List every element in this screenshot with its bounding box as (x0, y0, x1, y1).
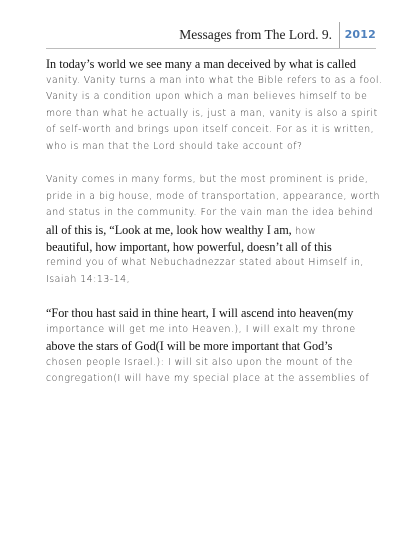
p2-line-1: Vanity comes in many forms, but the most prominent is pride, (46, 174, 369, 186)
p3-line-1: “For thou hast said in thine heart, I will ascend into heaven(my (46, 305, 354, 320)
paragraph-gap (46, 288, 386, 305)
p2-line-4 (46, 222, 386, 239)
header-title: Messages from The Lord. 9. (179, 27, 332, 42)
paragraph-gap (46, 156, 386, 173)
page-header (46, 22, 376, 48)
header-year: 2012 (344, 28, 376, 41)
p1-line-6: who is man that the Lord should take account of? (46, 140, 303, 152)
p3-line-3: above the stars of God(I will be more important that God’s (46, 339, 333, 354)
p3-line-5: congregation(I will have my special place at the assemblies of (46, 373, 370, 385)
p2-line-5: beautiful, how important, how powerful, doesn’t all of this (46, 239, 332, 254)
p2-line-7: Isaiah 14:13-14, (46, 273, 131, 285)
p1-line-3: Vanity is a condition upon which a man believes himself to be (46, 91, 368, 103)
p1-line-1: In today’s world we see many a man deceived by what is called (46, 57, 357, 71)
p3-line-2: importance will get me into Heaven.), I will exalt my throne (46, 323, 356, 335)
p2-line-2: pride in a big house, mode of transportation, appearance, worth (46, 190, 380, 202)
p1-line-2: vanity. Vanity turns a man into what the Bible refers to as a fool. (46, 74, 383, 86)
p1-line-5: of self-worth and brings upon itself conceit. For as it is written, (46, 124, 375, 136)
body-text (46, 56, 386, 388)
p3-line-4: chosen people Israel.): I will sit also upon the mount of the (46, 356, 353, 368)
p2-line-6: remind you of what Nebuchadnezzar stated about Himself in, (46, 257, 364, 269)
p2-line-4-thin: how (291, 225, 317, 237)
p2-line-4-serif: all of this is, “Look at me, look how wealthy I am, (46, 222, 292, 237)
p1-line-4: more than what he actually is, just a man, vanity is also a spirit (46, 107, 378, 119)
header-rule (46, 48, 376, 49)
p2-line-3: and status in the community. For the vain man the idea behind (46, 207, 374, 219)
header-divider (339, 22, 340, 48)
